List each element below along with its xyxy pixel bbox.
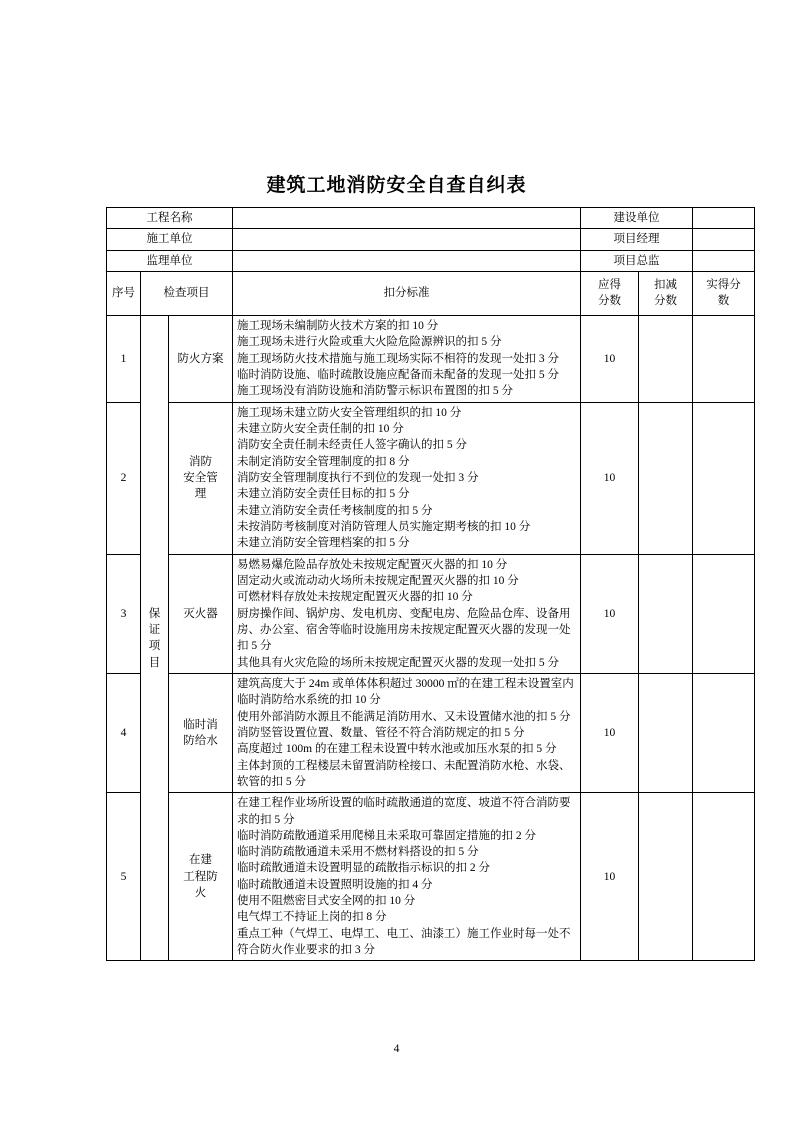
criteria-line: 未建立防火安全责任制的扣 10 分 <box>237 422 404 435</box>
header-due-score-line1: 应得 <box>598 279 622 292</box>
criteria-line: 施工现场没有消防设施和消防警示标识布置图的扣 5 分 <box>237 385 514 398</box>
row-due-score: 10 <box>581 793 639 961</box>
criteria-line: 消防安全管理制度执行不到位的发现一处扣 3 分 <box>237 471 479 484</box>
criteria-line: 主体封顶的工程楼层未留置消防栓接口、未配置消防水枪、水袋、软管的扣 5 分 <box>237 759 571 788</box>
criteria-line: 易燃易爆危险品存放处未按规定配置灭火器的扣 10 分 <box>237 558 508 571</box>
criteria-line: 施工现场未建立防火安全管理组织的扣 10 分 <box>237 406 462 419</box>
header-no: 序号 <box>107 271 141 315</box>
row-item-line: 工程防 <box>183 870 218 883</box>
group-label-text: 保证项目 <box>148 607 161 669</box>
row-deduct-score[interactable] <box>639 554 693 673</box>
row-item-line: 在建 <box>189 854 212 867</box>
info-label-construction-unit: 建设单位 <box>581 208 693 229</box>
info-value-construction-unit[interactable] <box>693 208 755 229</box>
table-row <box>107 673 755 792</box>
criteria-line: 厨房操作间、锅炉房、发电机房、变配电房、危险品仓库、设备用房、办公室、宿舍等临时设施用房未按规定配置灭火器的发现一处扣 5 分 <box>237 607 571 653</box>
header-deduct-score <box>639 271 693 315</box>
info-label-supervision-unit: 监理单位 <box>107 250 233 271</box>
header-due-score-line2: 分数 <box>598 295 622 308</box>
row-item-line: 安全管 <box>183 471 218 484</box>
info-value-supervision-unit[interactable] <box>233 250 581 271</box>
criteria-line: 高度超过 100m 的在建工程未设置中转水池或加压水泵的扣 5 分 <box>237 743 557 756</box>
criteria-line: 建筑高度大于 24m 或单体体积超过 30000 ㎡的在建工程未设置室内临时消防给水系统的扣 10 分 <box>237 677 574 707</box>
row-item: 灭火器 <box>169 554 233 673</box>
criteria-line: 临时疏散通道未设置照明设施的扣 4 分 <box>237 878 433 891</box>
criteria-line: 使用不阻燃密目式安全网的扣 10 分 <box>237 895 416 908</box>
row-item-line: 防给水 <box>183 735 218 748</box>
row-actual-score[interactable] <box>693 554 755 673</box>
row-no: 4 <box>107 673 141 792</box>
group-label <box>141 315 169 960</box>
page-number: 4 <box>393 1043 400 1055</box>
row-deduct-score[interactable] <box>639 315 693 402</box>
criteria-line: 施工现场未编制防火技术方案的扣 10 分 <box>237 319 439 332</box>
row-no: 1 <box>107 315 141 402</box>
criteria-line: 消防安全责任制未经责任人签字确认的扣 5 分 <box>237 439 468 452</box>
header-criteria: 扣分标准 <box>233 271 581 315</box>
row-no: 3 <box>107 554 141 673</box>
row-criteria <box>233 554 581 673</box>
criteria-line: 未建立消防安全责任目标的扣 5 分 <box>237 488 410 501</box>
row-no: 2 <box>107 402 141 554</box>
info-value-project-name[interactable] <box>233 208 581 229</box>
row-due-score: 10 <box>581 315 639 402</box>
row-item-line: 理 <box>194 488 207 501</box>
inspection-table <box>106 207 755 961</box>
criteria-line: 消防竖管设置位置、数量、管径不符合消防规定的扣 5 分 <box>237 726 525 739</box>
table-row <box>107 793 755 961</box>
info-row <box>107 208 755 229</box>
table-header-row <box>107 271 755 315</box>
row-deduct-score[interactable] <box>639 793 693 961</box>
row-actual-score[interactable] <box>693 402 755 554</box>
row-item <box>169 673 233 792</box>
row-item-line: 消防 <box>189 455 212 468</box>
info-value-chief-supervisor[interactable] <box>693 250 755 271</box>
criteria-line: 重点工种（气焊工、电焊工、电工、油漆工）施工作业时每一处不符合防火作业要求的扣 3 分 <box>237 927 571 957</box>
table-row <box>107 315 755 402</box>
info-label-contractor: 施工单位 <box>107 229 233 250</box>
row-item <box>169 402 233 554</box>
info-label-chief-supervisor: 项目总监 <box>581 250 693 271</box>
criteria-line: 施工现场未进行火险或重大火险危险源辨识的扣 5 分 <box>237 336 502 349</box>
info-value-project-manager[interactable] <box>693 229 755 250</box>
row-item: 防火方案 <box>169 315 233 402</box>
row-due-score: 10 <box>581 673 639 792</box>
criteria-line: 未建立消防安全管理档案的扣 5 分 <box>237 537 410 550</box>
row-deduct-score[interactable] <box>639 402 693 554</box>
header-actual-score-line2: 数 <box>717 295 730 308</box>
criteria-line: 未建立消防安全责任考核制度的扣 5 分 <box>237 504 433 517</box>
criteria-line: 未按消防考核制度对消防管理人员实施定期考核的扣 10 分 <box>237 520 531 533</box>
row-criteria <box>233 315 581 402</box>
row-item-line: 临时消 <box>183 718 218 731</box>
info-value-contractor[interactable] <box>233 229 581 250</box>
row-deduct-score[interactable] <box>639 673 693 792</box>
page-title: 建筑工地消防安全自查自纠表 <box>266 175 527 196</box>
header-deduct-score-line2: 分数 <box>654 295 678 308</box>
row-actual-score[interactable] <box>693 793 755 961</box>
criteria-line: 可燃材料存放处未按规定配置灭火器的扣 10 分 <box>237 591 473 604</box>
criteria-line: 临时疏散通道未设置明显的疏散指示标识的扣 2 分 <box>237 862 491 875</box>
header-deduct-score-line1: 扣减 <box>654 279 678 292</box>
row-no: 5 <box>107 793 141 961</box>
row-due-score: 10 <box>581 402 639 554</box>
info-label-project-manager: 项目经理 <box>581 229 693 250</box>
criteria-line: 临时消防设施、临时疏散设施应配备而未配备的发现一处扣 5 分 <box>237 368 560 381</box>
row-due-score: 10 <box>581 554 639 673</box>
criteria-line: 其他具有火灾危险的场所未按规定配置灭火器的发现一处扣 5 分 <box>237 656 560 669</box>
row-criteria <box>233 673 581 792</box>
criteria-line: 使用外部消防水源且不能满足消防用水、又未设置储水池的扣 5 分 <box>237 710 571 723</box>
row-criteria <box>233 402 581 554</box>
header-actual-score <box>693 271 755 315</box>
info-row <box>107 229 755 250</box>
header-item: 检查项目 <box>141 271 233 315</box>
criteria-line: 临时消防疏散通道未采用不燃材料搭设的扣 5 分 <box>237 846 479 859</box>
row-item <box>169 793 233 961</box>
criteria-line: 在建工程作业场所设置的临时疏散通道的宽度、坡道不符合消防要求的扣 5 分 <box>237 797 571 826</box>
info-row <box>107 250 755 271</box>
criteria-line: 固定动火或流动动火场所未按规定配置灭火器的扣 10 分 <box>237 574 519 587</box>
row-actual-score[interactable] <box>693 673 755 792</box>
header-actual-score-line1: 实得分 <box>706 279 741 292</box>
criteria-line: 电气焊工不持证上岗的扣 8 分 <box>237 911 387 924</box>
table-row <box>107 554 755 673</box>
criteria-line: 施工现场防火技术措施与施工现场实际不相符的发现一处扣 3 分 <box>237 352 560 365</box>
table-row <box>107 402 755 554</box>
row-criteria <box>233 793 581 961</box>
header-due-score <box>581 271 639 315</box>
row-actual-score[interactable] <box>693 315 755 402</box>
row-item-line: 火 <box>194 886 207 899</box>
criteria-line: 未制定消防安全管理制度的扣 8 分 <box>237 455 410 468</box>
info-label-project-name: 工程名称 <box>107 208 233 229</box>
criteria-line: 临时消防疏散通道采用爬梯且未采取可靠固定措施的扣 2 分 <box>237 829 537 842</box>
